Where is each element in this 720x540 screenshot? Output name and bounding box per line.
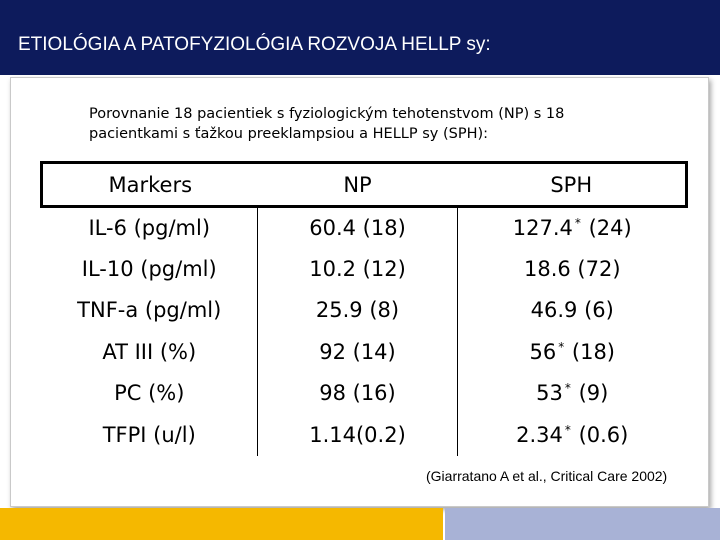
header-markers: Markers (42, 163, 258, 207)
table-row (42, 331, 687, 373)
np-cell: 10.2 (12) (258, 248, 458, 290)
footer-bar-left (0, 508, 443, 540)
slide-title: ETIOLÓGIA A PATOFYZIOLÓGIA ROZVOJA HELLP sy: (18, 34, 491, 55)
marker-cell: TNF-a (pg/ml) (42, 290, 258, 332)
sph-cell (458, 248, 687, 290)
significance-mark: * (558, 339, 565, 354)
sph-sd: (18) (565, 339, 616, 364)
marker-cell: IL-6 (pg/ml) (42, 207, 258, 249)
sph-value: 46.9 (6) (530, 298, 614, 323)
sph-value: 53 (536, 381, 563, 406)
significance-mark: * (574, 216, 581, 230)
markers-table (40, 161, 688, 456)
table-row (42, 373, 687, 415)
table-header-row (42, 163, 687, 207)
np-cell: 25.9 (8) (258, 290, 458, 332)
sph-cell (458, 414, 687, 456)
header-np: NP (258, 163, 458, 207)
footer-bar-right (445, 508, 720, 540)
sph-value: 127.4 (512, 216, 573, 240)
citation: (Giarratano A et al., Critical Care 2002) (426, 468, 668, 484)
significance-mark: * (564, 381, 571, 396)
sph-cell (458, 373, 687, 415)
sph-value: 56 (529, 339, 557, 364)
np-cell: 92 (14) (258, 331, 458, 373)
table-row (42, 414, 687, 456)
marker-cell: PC (%) (42, 373, 258, 415)
sph-cell (458, 290, 687, 332)
np-cell: 98 (16) (258, 373, 458, 415)
np-cell: 1.14(0.2) (258, 414, 458, 456)
sph-cell (458, 207, 687, 249)
sph-cell (458, 331, 687, 373)
sph-sd: (0.6) (571, 422, 629, 447)
title-bar (0, 0, 720, 75)
intro-line-1: Porovnanie 18 pacientiek s fyziologickým tehotenstvom (NP) s 18 (89, 106, 565, 122)
marker-cell: IL-10 (pg/ml) (42, 248, 258, 290)
table-row (42, 207, 687, 249)
header-sph: SPH (458, 163, 687, 207)
significance-mark: * (564, 422, 571, 437)
sph-value: 2.34 (516, 422, 563, 447)
sph-sd: (9) (571, 381, 609, 406)
intro-text (89, 104, 649, 144)
marker-cell: TFPI (u/l) (42, 414, 258, 456)
table-row (42, 290, 687, 332)
sph-sd: (24) (581, 216, 632, 240)
marker-cell: AT III (%) (42, 331, 258, 373)
intro-line-2: pacientkami s ťažkou preeklampsiou a HELLP sy (SPH): (89, 126, 489, 142)
np-cell: 60.4 (18) (258, 207, 458, 249)
sph-value: 18.6 (72) (523, 256, 621, 281)
table-row (42, 248, 687, 290)
